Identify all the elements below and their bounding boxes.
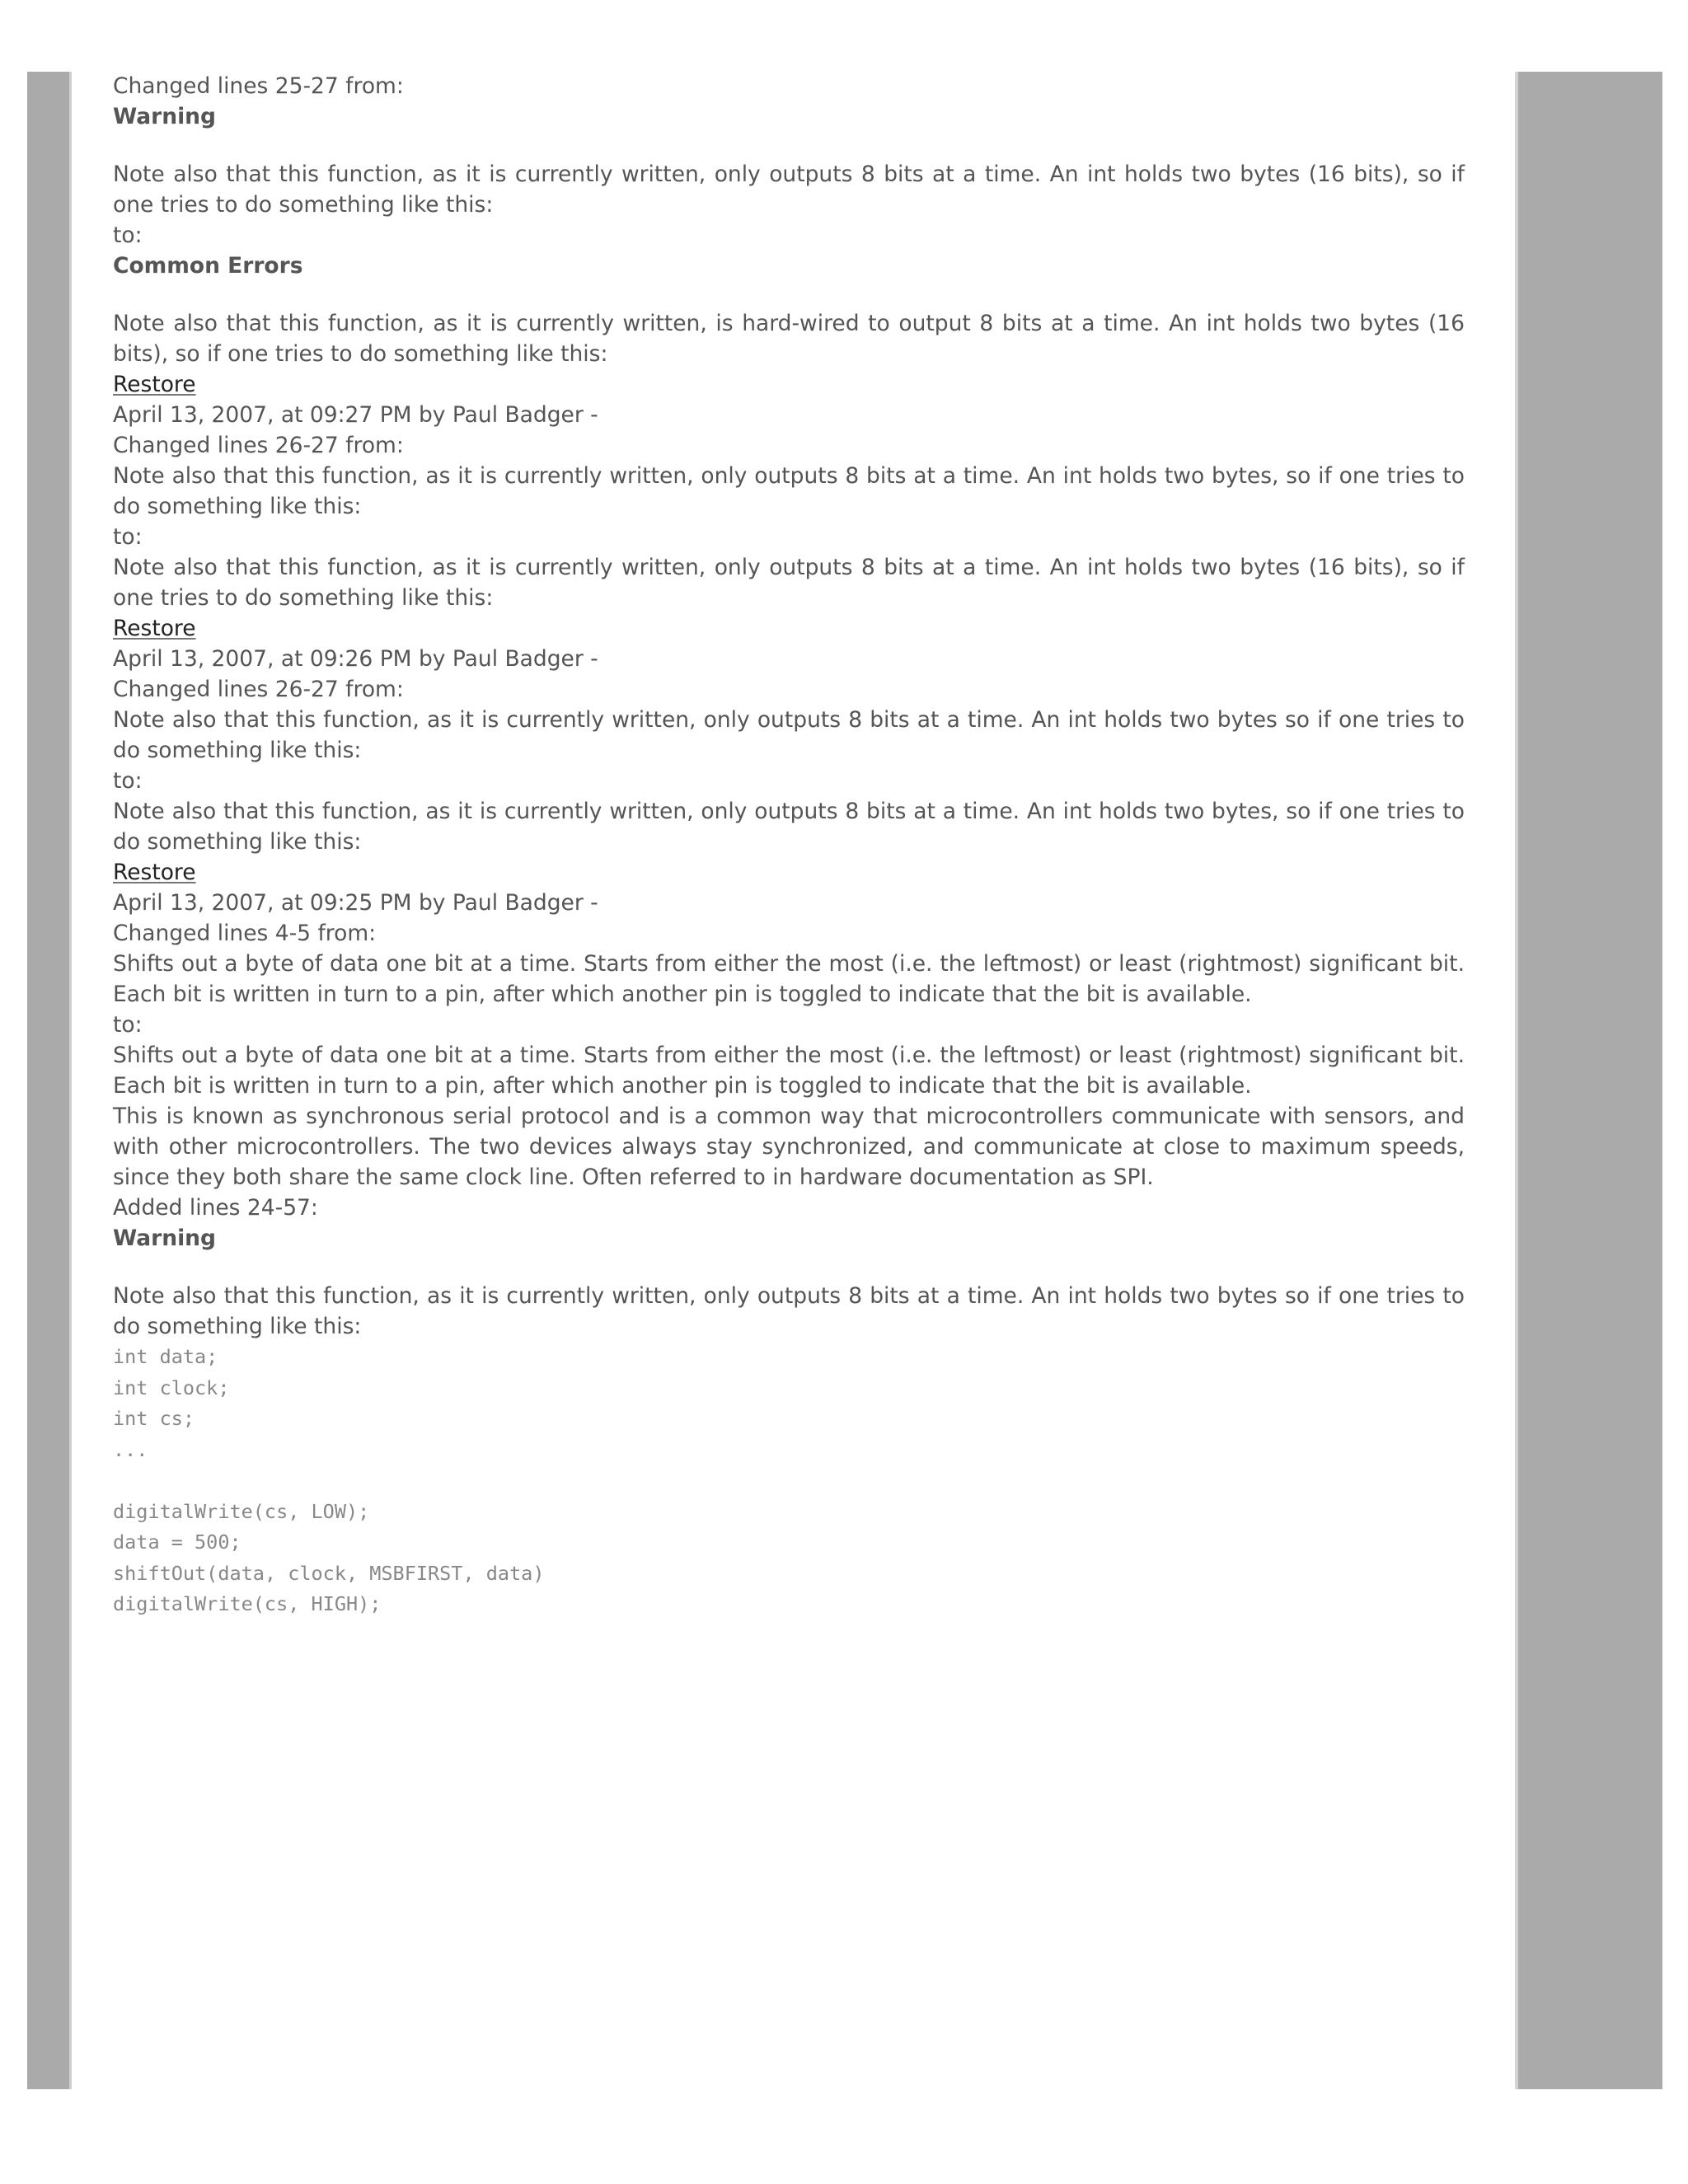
diff-to-text-continued: This is known as synchronous serial protocol and is a common way that microcontrollers communicate with sensors, and with other microcontrollers. The two devices always stay synchronized, and communicate at close to maximum speeds, since they both share the same clock line. Often referred to in hardware documentation as SPI. xyxy=(113,1104,1465,1190)
diff-to-text: Note also that this function, as it is currently written, only outputs 8 bits at a time. An int holds two bytes (16 bits), so if one tries to do something like this: xyxy=(113,555,1465,611)
code-line: shiftOut(data, clock, MSBFIRST, data) xyxy=(113,1561,545,1585)
code-line: data = 500; xyxy=(113,1530,241,1554)
restore-link[interactable]: Restore xyxy=(113,616,196,641)
added-lines-label: Added lines 24-57: xyxy=(113,1195,318,1221)
code-line: ... xyxy=(113,1437,148,1461)
added-heading: Warning xyxy=(113,1226,217,1251)
restore-link[interactable]: Restore xyxy=(113,860,196,885)
changed-lines-label: Changed lines 26-27 from: xyxy=(113,433,404,458)
page-history-content xyxy=(113,71,1465,1620)
changed-lines-label: Changed lines 4-5 from: xyxy=(113,921,377,946)
diff-from-text: Note also that this function, as it is currently written, only outputs 8 bits at a time. An int holds two bytes so if one tries to do something like this: xyxy=(113,707,1465,763)
added-text: Note also that this function, as it is currently written, only outputs 8 bits at a time. An int holds two bytes so if one tries to do something like this: xyxy=(113,1283,1465,1339)
diff-from-text: Shifts out a byte of data one bit at a time. Starts from either the most (i.e. the leftmost) or least (rightmost) significant bit. Each bit is written in turn to a pin, after which another pin is toggled to indicate that the bit is available. xyxy=(113,951,1465,1007)
revision-timestamp: April 13, 2007, at 09:26 PM by Paul Badger - xyxy=(113,646,598,672)
diff-to-label: to: xyxy=(113,524,143,550)
revision-timestamp: April 13, 2007, at 09:25 PM by Paul Badger - xyxy=(113,890,598,916)
changed-lines-label: Changed lines 26-27 from: xyxy=(113,677,404,702)
diff-heading-to: Common Errors xyxy=(113,253,303,279)
right-sidebar-bar xyxy=(1518,72,1662,2089)
diff-from-text: Note also that this function, as it is currently written, only outputs 8 bits at a time. An int holds two bytes, so if one tries to do something like this: xyxy=(113,463,1465,519)
code-line: digitalWrite(cs, HIGH); xyxy=(113,1592,382,1615)
diff-from-text: Note also that this function, as it is currently written, only outputs 8 bits at a time. An int holds two bytes (16 bits), so if one tries to do something like this: xyxy=(113,162,1465,218)
left-sidebar-bar xyxy=(27,72,69,2089)
code-line: int data; xyxy=(113,1345,218,1368)
diff-to-label: to: xyxy=(113,223,143,248)
diff-to-text: Note also that this function, as it is currently written, is hard-wired to output 8 bits at a time. An int holds two bytes (16 bits), so if one tries to do something like this: xyxy=(113,311,1465,367)
revision-timestamp: April 13, 2007, at 09:27 PM by Paul Badger - xyxy=(113,402,598,428)
changed-lines-label: Changed lines 25-27 from: xyxy=(113,73,404,99)
diff-to-text: Shifts out a byte of data one bit at a time. Starts from either the most (i.e. the leftmost) or least (rightmost) significant bit. Each bit is written in turn to a pin, after which another pin is toggled to indicate that the bit is available. xyxy=(113,1043,1465,1099)
code-line: int cs; xyxy=(113,1407,195,1430)
diff-to-label: to: xyxy=(113,768,143,794)
diff-to-label: to: xyxy=(113,1012,143,1038)
restore-link[interactable]: Restore xyxy=(113,372,196,397)
left-sidebar-edge xyxy=(69,72,72,2089)
code-line: digitalWrite(cs, LOW); xyxy=(113,1499,370,1523)
code-line: int clock; xyxy=(113,1376,230,1399)
code-example xyxy=(113,1342,1465,1620)
diff-heading-from: Warning xyxy=(113,104,217,129)
diff-to-text: Note also that this function, as it is currently written, only outputs 8 bits at a time. An int holds two bytes, so if one tries to do something like this: xyxy=(113,799,1465,855)
